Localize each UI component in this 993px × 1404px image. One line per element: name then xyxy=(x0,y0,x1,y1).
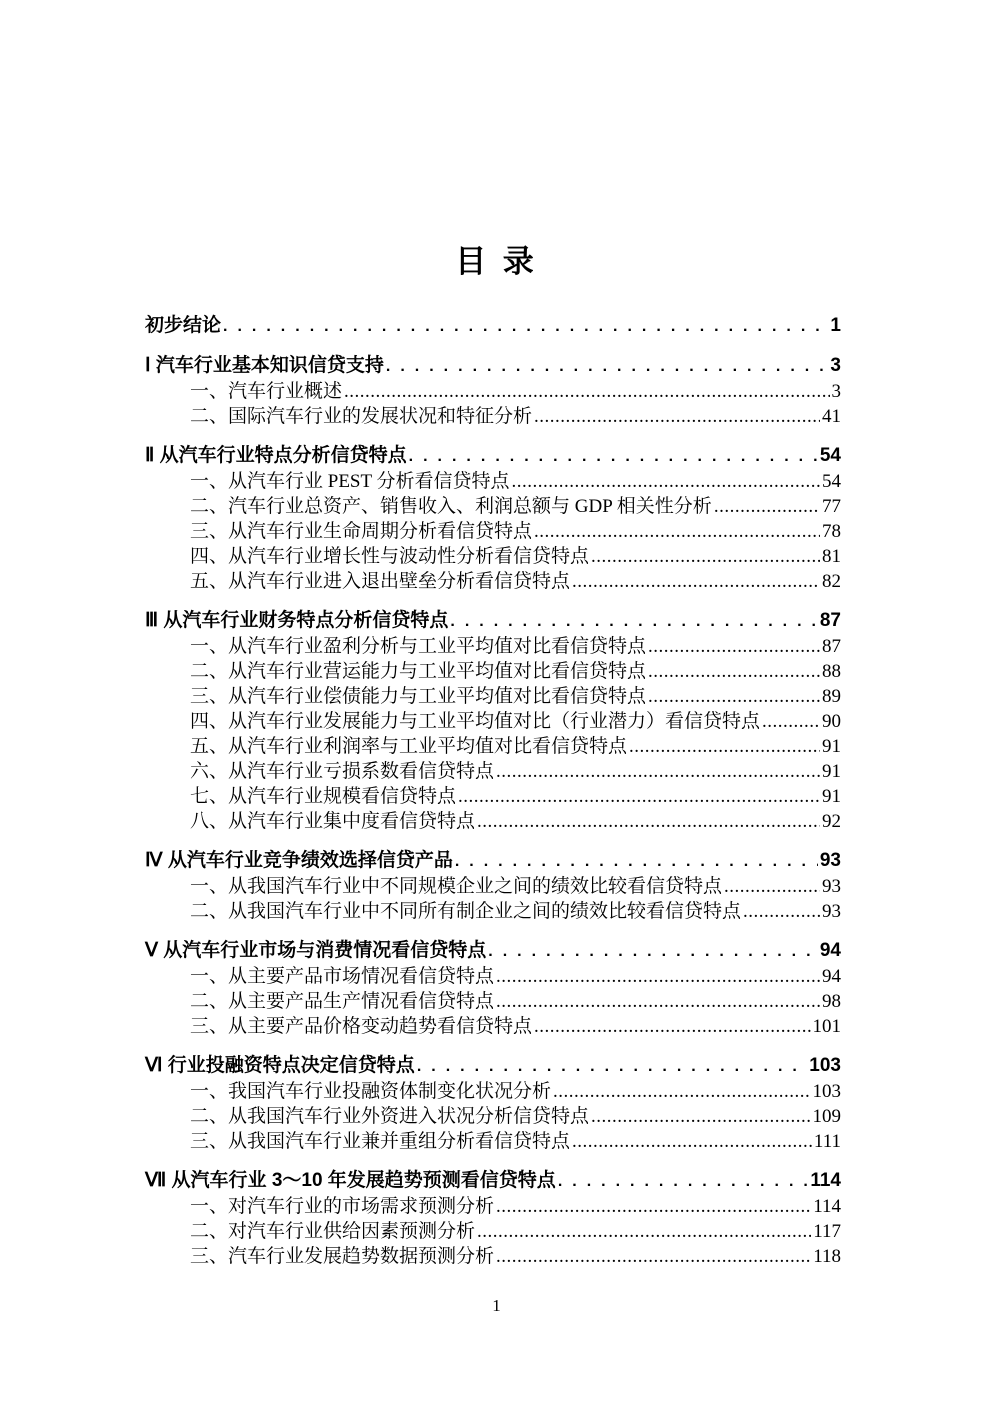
footer-page-number: 1 xyxy=(492,1296,501,1315)
toc-entry-page-number: 89 xyxy=(822,686,841,707)
leader-dots xyxy=(455,848,818,874)
toc-entry-page-number: 114 xyxy=(810,1170,841,1191)
leader-dots xyxy=(743,899,820,924)
toc-entry-page-number: 117 xyxy=(813,1221,841,1242)
leader-dots xyxy=(648,634,820,659)
toc-entry-page-number: 3 xyxy=(831,381,841,402)
toc-entry-page-number: 101 xyxy=(812,1016,841,1037)
leader-dots xyxy=(629,734,820,759)
leader-dots xyxy=(558,1168,809,1194)
toc-entry-label: 三、从汽车行业偿债能力与工业平均值对比看信贷特点 xyxy=(190,686,647,707)
toc-entry xyxy=(145,684,841,709)
toc-entry-label: 三、从汽车行业生命周期分析看信贷特点 xyxy=(190,521,533,542)
toc-entry xyxy=(145,989,841,1014)
leader-dots xyxy=(572,1129,812,1154)
toc-entry xyxy=(145,734,841,759)
toc-entry xyxy=(145,519,841,544)
toc-entry-label: Ⅶ 从汽车行业 3～10 年发展趋势预测看信贷特点 xyxy=(145,1170,556,1191)
toc-entry-page-number: 90 xyxy=(822,711,841,732)
leader-dots xyxy=(648,684,820,709)
toc-entry-page-number: 78 xyxy=(822,521,841,542)
leader-dots xyxy=(417,1053,807,1079)
toc-entry-page-number: 98 xyxy=(822,991,841,1012)
toc-entry-label: 一、从我国汽车行业中不同规模企业之间的绩效比较看信贷特点 xyxy=(190,876,723,897)
toc-entry-label: 五、从汽车行业利润率与工业平均值对比看信贷特点 xyxy=(190,736,628,757)
toc-entry-page-number: 93 xyxy=(822,876,841,897)
leader-dots xyxy=(512,469,820,494)
toc-entry xyxy=(145,899,841,924)
toc-entry-label: 三、从我国汽车行业兼并重组分析看信贷特点 xyxy=(190,1131,571,1152)
toc-entry-label: Ⅳ 从汽车行业竞争绩效选择信贷产品 xyxy=(145,850,453,871)
leader-dots xyxy=(648,659,820,684)
toc-entry-label: 五、从汽车行业进入退出壁垒分析看信贷特点 xyxy=(190,571,571,592)
leader-dots xyxy=(534,404,820,429)
toc-entry-page-number: 91 xyxy=(822,736,841,757)
toc-entry-page-number: 103 xyxy=(809,1055,841,1076)
leader-dots xyxy=(496,1244,811,1269)
leader-dots xyxy=(409,443,818,469)
leader-dots xyxy=(458,784,820,809)
toc-entry-label: 一、我国汽车行业投融资体制变化状况分析 xyxy=(190,1081,552,1102)
toc-entry xyxy=(145,569,841,594)
toc-entry xyxy=(145,874,841,899)
toc-entry xyxy=(145,469,841,494)
toc-entry-label: Ⅰ 汽车行业基本知识信贷支持 xyxy=(145,355,384,376)
leader-dots xyxy=(496,1194,811,1219)
leader-dots xyxy=(450,608,817,634)
toc-entry-label: 二、对汽车行业供给因素预测分析 xyxy=(190,1221,476,1242)
toc-entry xyxy=(145,1194,841,1219)
toc-entry xyxy=(145,404,841,429)
toc-entry-label: 八、从汽车行业集中度看信贷特点 xyxy=(190,811,476,832)
toc-entry-page-number: 1 xyxy=(830,315,841,336)
leader-dots xyxy=(477,1219,811,1244)
toc-entry xyxy=(145,784,841,809)
toc-entry-label: 一、从汽车行业盈利分析与工业平均值对比看信贷特点 xyxy=(190,636,647,657)
toc-entry-label: 四、从汽车行业发展能力与工业平均值对比（行业潜力）看信贷特点 xyxy=(190,711,761,732)
toc-entry-label: 二、从汽车行业营运能力与工业平均值对比看信贷特点 xyxy=(190,661,647,682)
toc-entry-page-number: 91 xyxy=(822,761,841,782)
toc-entry-page-number: 118 xyxy=(813,1246,841,1267)
toc-entry-page-number: 91 xyxy=(822,786,841,807)
toc-entry-label: Ⅵ 行业投融资特点决定信贷特点 xyxy=(145,1055,415,1076)
leader-dots xyxy=(496,989,820,1014)
toc-entry-page-number: 3 xyxy=(830,355,841,376)
toc-entry-label: 一、汽车行业概述 xyxy=(190,381,343,402)
toc-entry xyxy=(145,659,841,684)
leader-dots xyxy=(496,964,820,989)
toc-entry-label: 一、从主要产品市场情况看信贷特点 xyxy=(190,966,495,987)
toc-entry-page-number: 88 xyxy=(822,661,841,682)
toc-entry-page-number: 94 xyxy=(822,966,841,987)
toc-entry-label: 二、从我国汽车行业外资进入状况分析信贷特点 xyxy=(190,1106,590,1127)
toc-entry xyxy=(145,494,841,519)
toc-entry-label: Ⅱ 从汽车行业特点分析信贷特点 xyxy=(145,445,407,466)
leader-dots xyxy=(496,759,820,784)
toc-entry xyxy=(145,964,841,989)
toc-entry-label: Ⅲ 从汽车行业财务特点分析信贷特点 xyxy=(145,610,449,631)
toc-entry-page-number: 111 xyxy=(813,1131,841,1152)
leader-dots xyxy=(534,519,820,544)
toc-entry-label: 二、汽车行业总资产、销售收入、利润总额与 GDP 相关性分析 xyxy=(190,496,712,517)
leader-dots xyxy=(534,1014,810,1039)
toc-entry xyxy=(145,1079,841,1104)
toc-entry-page-number: 54 xyxy=(822,471,841,492)
toc-list xyxy=(145,299,841,1269)
toc-entry xyxy=(145,634,841,659)
leader-dots xyxy=(553,1079,810,1104)
toc-entry-page-number: 109 xyxy=(812,1106,841,1127)
toc-entry-page-number: 77 xyxy=(822,496,841,517)
leader-dots xyxy=(591,1104,810,1129)
toc-entry xyxy=(145,353,841,379)
toc-entry-label: 三、从主要产品价格变动趋势看信贷特点 xyxy=(190,1016,533,1037)
toc-entry-page-number: 93 xyxy=(822,901,841,922)
leader-dots xyxy=(386,353,829,379)
leader-dots xyxy=(714,494,820,519)
toc-entry-label: 初步结论 xyxy=(145,315,222,336)
toc-entry xyxy=(145,1129,841,1154)
toc-entry-page-number: 41 xyxy=(822,406,841,427)
toc-entry-page-number: 87 xyxy=(819,610,841,631)
leader-dots xyxy=(344,379,829,404)
toc-entry xyxy=(145,1104,841,1129)
toc-entry-page-number: 93 xyxy=(819,850,841,871)
leader-dots xyxy=(762,709,820,734)
toc-entry xyxy=(145,1168,841,1194)
toc-entry xyxy=(145,848,841,874)
toc-entry xyxy=(145,759,841,784)
leader-dots xyxy=(572,569,820,594)
leader-dots xyxy=(724,874,820,899)
toc-entry xyxy=(145,938,841,964)
toc-entry-label: 三、汽车行业发展趋势数据预测分析 xyxy=(190,1246,495,1267)
leader-dots xyxy=(591,544,820,569)
leader-dots xyxy=(223,313,828,339)
toc-entry xyxy=(145,1219,841,1244)
toc-entry-page-number: 87 xyxy=(822,636,841,657)
toc-entry-label: 二、从主要产品生产情况看信贷特点 xyxy=(190,991,495,1012)
toc-entry-page-number: 54 xyxy=(819,445,841,466)
toc-entry-page-number: 81 xyxy=(822,546,841,567)
toc-entry-page-number: 92 xyxy=(822,811,841,832)
toc-entry xyxy=(145,443,841,469)
toc-entry xyxy=(145,1053,841,1079)
toc-entry-label: 一、从汽车行业 PEST 分析看信贷特点 xyxy=(190,471,510,492)
toc-entry-label: 六、从汽车行业亏损系数看信贷特点 xyxy=(190,761,495,782)
toc-entry-label: 一、对汽车行业的市场需求预测分析 xyxy=(190,1196,495,1217)
toc-entry xyxy=(145,313,841,339)
toc-entry xyxy=(145,608,841,634)
leader-dots xyxy=(488,938,818,964)
leader-dots xyxy=(477,809,820,834)
toc-entry xyxy=(145,1014,841,1039)
toc-entry-label: 四、从汽车行业增长性与波动性分析看信贷特点 xyxy=(190,546,590,567)
toc-entry-label: 二、从我国汽车行业中不同所有制企业之间的绩效比较看信贷特点 xyxy=(190,901,742,922)
toc-title: 目 录 xyxy=(455,244,538,279)
toc-entry-page-number: 94 xyxy=(819,940,841,961)
toc-entry xyxy=(145,379,841,404)
toc-entry xyxy=(145,1244,841,1269)
toc-entry-label: 七、从汽车行业规模看信贷特点 xyxy=(190,786,457,807)
toc-entry xyxy=(145,709,841,734)
toc-entry xyxy=(145,809,841,834)
toc-entry-page-number: 103 xyxy=(812,1081,841,1102)
toc-entry-label: Ⅴ 从汽车行业市场与消费情况看信贷特点 xyxy=(145,940,487,961)
toc-entry-label: 二、国际汽车行业的发展状况和特征分析 xyxy=(190,406,533,427)
toc-entry xyxy=(145,544,841,569)
toc-entry-page-number: 82 xyxy=(822,571,841,592)
toc-entry-page-number: 114 xyxy=(813,1196,841,1217)
